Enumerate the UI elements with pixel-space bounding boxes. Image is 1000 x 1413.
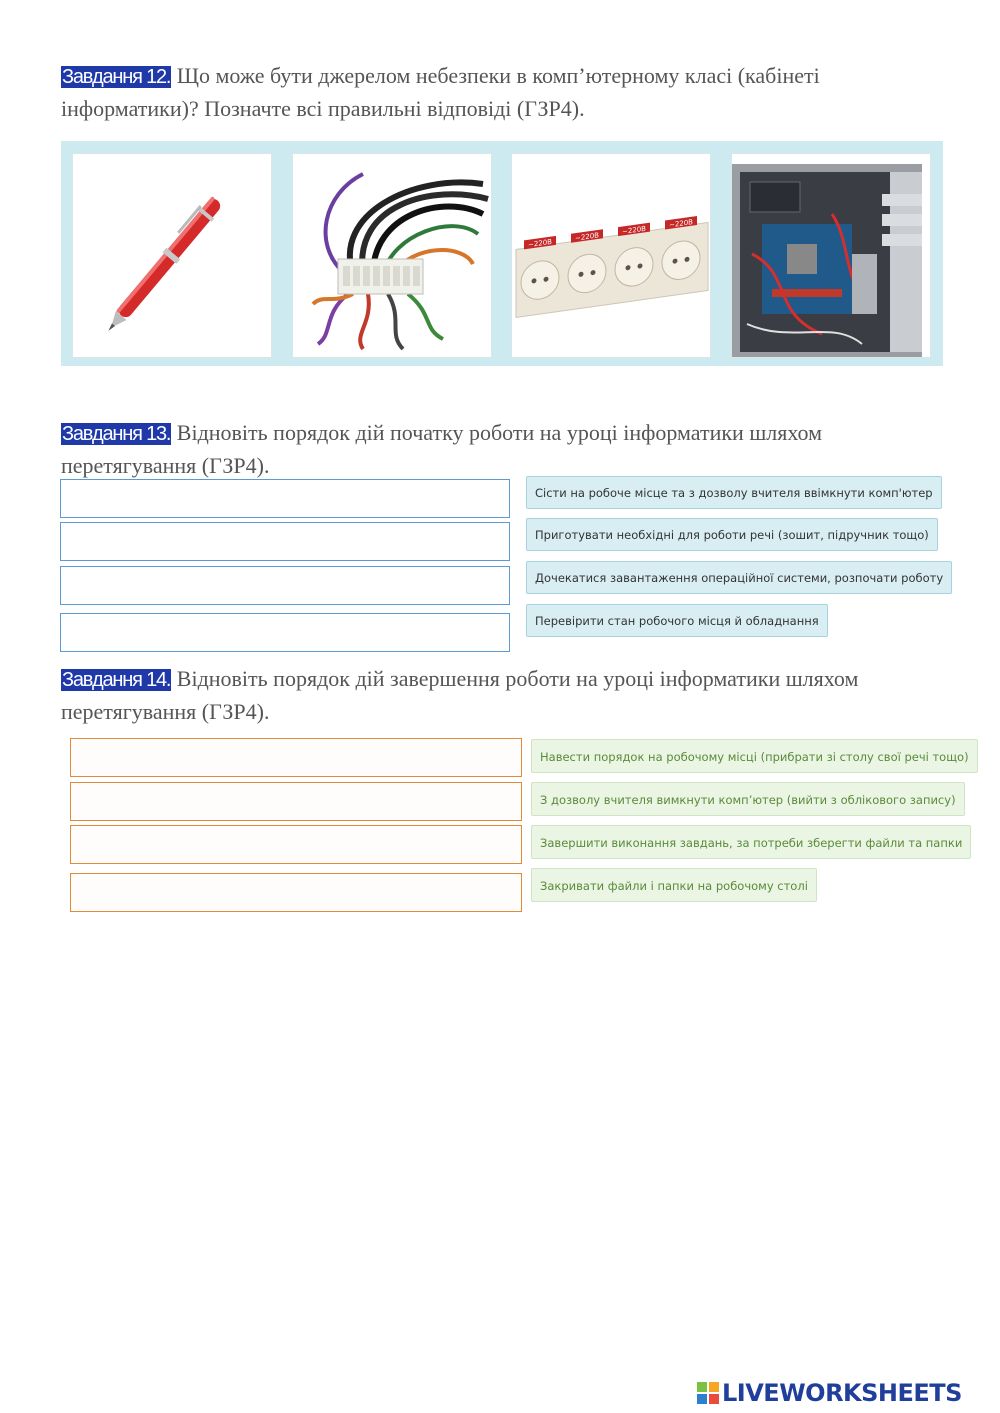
task13-drop-slot[interactable] [60,566,510,605]
task13-drop-slot[interactable] [60,613,510,652]
red-pen-image[interactable] [72,153,272,358]
task13-drag-option[interactable]: Сісти на робоче місце та з дозволу вчителя ввімкнути комп'ютер [526,476,942,509]
socket-voltage-label: ~220В [622,223,646,237]
socket-voltage-label: ~220В [669,217,693,230]
task14-drag-option[interactable]: З дозволу вчителя вимкнути комп’ютер (вийти з облікового запису) [531,782,965,816]
task13-drag-option[interactable]: Приготувати необхідні для роботи речі (зошит, підручник тощо) [526,518,938,551]
task14-drop-slot[interactable] [70,873,522,912]
task13-drag-option[interactable]: Дочекатися завантаження операційної системи, розпочати роботу [526,561,952,594]
task13-label: Завдання 13. [62,423,171,445]
task14-drag-option[interactable]: Навести порядок на робочому місці (прибрати зі столу свої речі тощо) [531,739,978,773]
liveworksheets-brand [697,1378,962,1408]
brand-name: LIVEWORKSHEETS [722,1379,962,1407]
task13-drop-slot[interactable] [60,479,510,518]
open-computer-case-image[interactable] [731,153,931,358]
socket-voltage-label: ~220В [575,230,599,243]
power-sockets-image[interactable] [511,153,711,358]
task12-question [61,60,941,124]
task14-drag-option[interactable]: Завершити виконання завдань, за потреби зберегти файли та папки [531,825,971,859]
task12-text: Що може бути джерелом небезпеки в комп’ютерному класі (кабінеті інформатики)? Позначте всі правильні відповіді (ГЗР4). [61,63,820,121]
task12-label: Завдання 12. [62,66,171,88]
wires-connector-image[interactable] [292,153,492,358]
liveworksheets-logo-icon [697,1382,719,1404]
task14-drag-option[interactable]: Закривати файли і папки на робочому столі [531,868,817,902]
task14-drop-slot[interactable] [70,738,522,777]
task13-text: Відновіть порядок дій початку роботи на уроці інформатики шляхом перетягування (ГЗР4). [61,420,823,478]
task13-question [61,417,941,481]
task14-drop-slot[interactable] [70,825,522,864]
task14-label: Завдання 14. [62,669,171,691]
task14-text: Відновіть порядок дій завершення роботи на уроці інформатики шляхом перетягування (ГЗР4). [61,666,859,724]
socket-voltage-label: ~220В [528,236,552,250]
task13-drop-slot[interactable] [60,522,510,561]
task14-drop-slot[interactable] [70,782,522,821]
task14-question [61,663,941,727]
task12-image-panel [61,141,943,366]
task13-drag-option[interactable]: Перевірити стан робочого місця й обладнання [526,604,828,637]
